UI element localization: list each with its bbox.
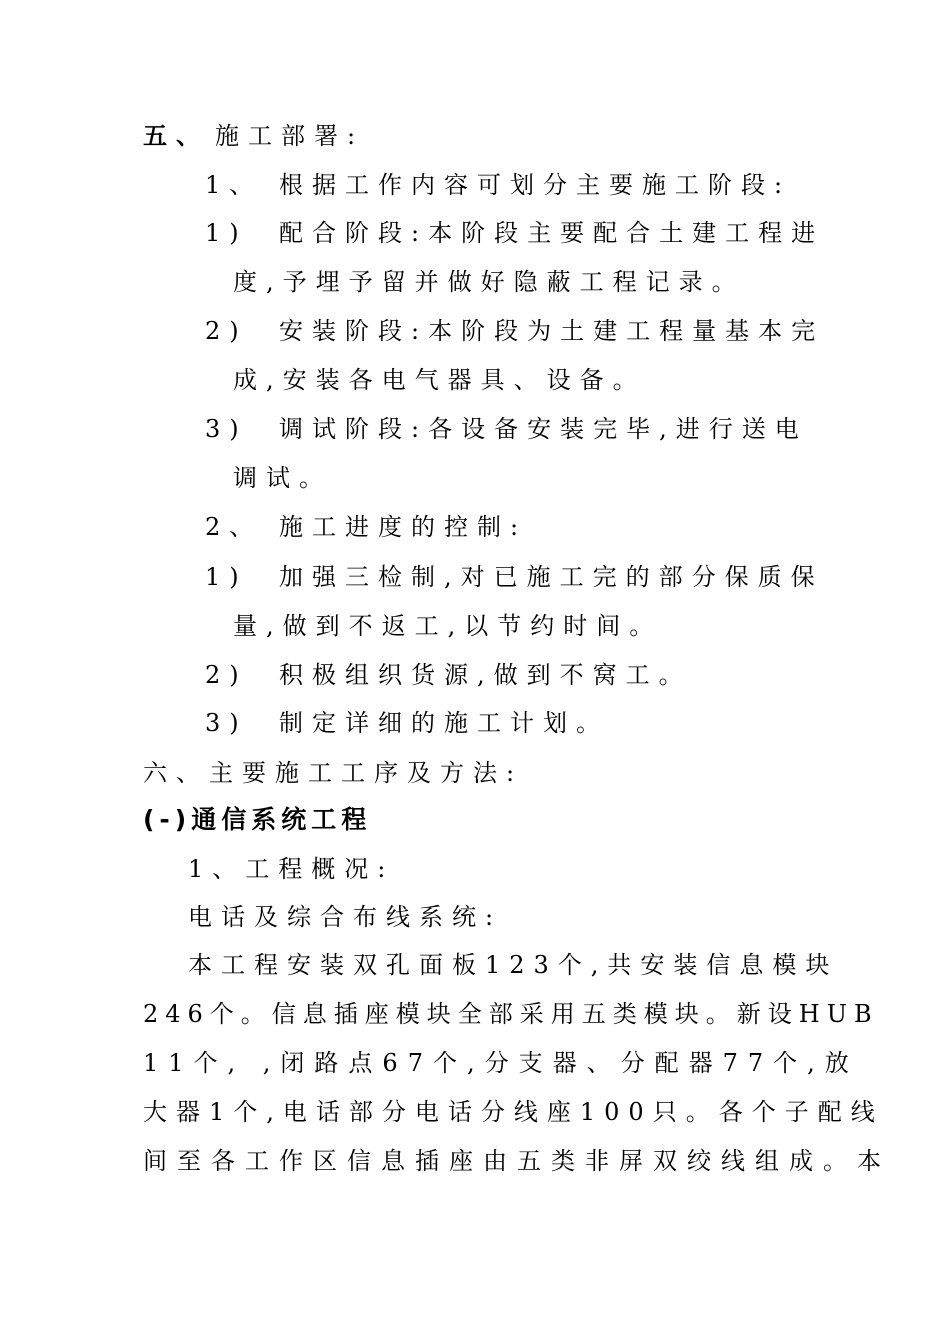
overview-heading: 1、工程概况: xyxy=(188,855,395,883)
paragraph-line-2: 246个。信息插座模块全部采用五类模块。新设HUB xyxy=(143,1000,879,1028)
control-3-number: 3) xyxy=(205,709,248,737)
control-1-text: 加强三检制,对已施工完的部分保质保 xyxy=(279,563,824,591)
section-five-heading xyxy=(143,120,364,152)
control-2 xyxy=(205,659,692,691)
paragraph-line-1: 本工程安装双孔面板123个,共安装信息模块 xyxy=(188,951,839,979)
section-six-subheading: (-)通信系统工程 xyxy=(143,805,372,834)
stage-2-text: 安装阶段:本阶段为土建工程量基本完 xyxy=(279,317,825,345)
item-2-progress xyxy=(205,511,527,543)
control-3-text: 制定详细的施工计划。 xyxy=(279,709,609,737)
stage-1-text: 配合阶段:本阶段主要配合土建工程进 xyxy=(279,219,825,247)
stage-1-number: 1) xyxy=(205,219,248,247)
stage-3-line-1 xyxy=(205,413,808,445)
control-3 xyxy=(205,707,609,739)
stage-3-text: 调试阶段:各设备安装完毕,进行送电 xyxy=(279,415,808,443)
item-2-text: 施工进度的控制: xyxy=(279,513,528,541)
control-1-number: 1) xyxy=(205,563,248,591)
control-2-number: 2) xyxy=(205,661,248,689)
paragraph-line-5: 间至各工作区信息插座由五类非屏双绞线组成。本 xyxy=(143,1147,891,1175)
stage-1-line-1 xyxy=(205,217,824,249)
system-title: 电话及综合布线系统: xyxy=(188,903,503,931)
stage-1-line-2: 度,予埋予留并做好隐蔽工程记录。 xyxy=(233,268,745,296)
section-six-heading: 六、主要施工工序及方法: xyxy=(143,759,524,787)
item-1-stages xyxy=(205,169,791,201)
paragraph-line-4: 大器1个,电话部分电话分线座100只。各个子配线 xyxy=(143,1098,884,1126)
item-1-number: 1、 xyxy=(205,171,263,199)
stage-3-number: 3) xyxy=(205,415,248,443)
section-five-title: 施工部署: xyxy=(215,122,365,150)
control-1-line-1 xyxy=(205,561,824,593)
item-2-number: 2、 xyxy=(205,513,263,541)
item-1-text: 根据工作内容可划分主要施工阶段: xyxy=(279,171,792,199)
section-five-number: 五、 xyxy=(143,121,209,150)
stage-2-number: 2) xyxy=(205,317,248,345)
stage-3-line-2: 调试。 xyxy=(233,464,332,492)
stage-2-line-1 xyxy=(205,315,824,347)
paragraph-line-3: 11个, ,闭路点67个,分支器、分配器77个,放 xyxy=(143,1049,859,1077)
control-2-text: 积极组织货源,做到不窝工。 xyxy=(279,661,692,689)
stage-2-line-2: 成,安装各电气器具、设备。 xyxy=(233,366,646,394)
control-1-line-2: 量,做到不返工,以节约时间。 xyxy=(233,612,663,640)
